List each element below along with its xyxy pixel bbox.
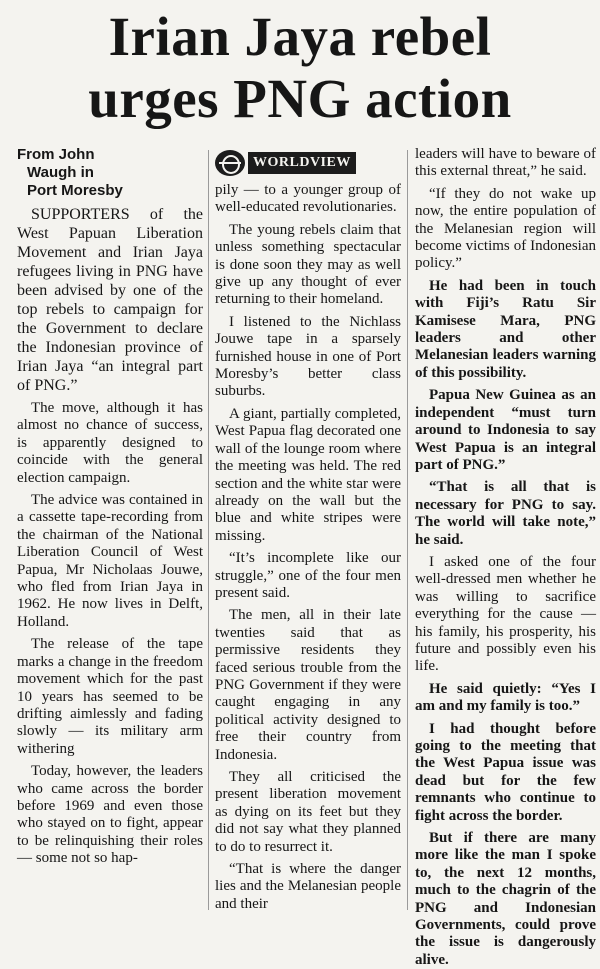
paragraph: The move, although it has almost no chance of success, is apparently designed to coincide with the general election campaign.	[17, 400, 203, 486]
globe-icon	[215, 150, 245, 176]
byline	[17, 146, 203, 200]
paragraph: Papua New Guinea as an independent “must turn around to Indonesia to say West Papua is an integral part of PNG.”	[415, 387, 596, 473]
paragraph: “That is all that is necessary for PNG to say. The world will take note,” he said.	[415, 479, 596, 548]
headline-line-1: Irian Jaya rebel	[108, 6, 492, 67]
byline-line-1: From John	[17, 146, 95, 163]
column-divider	[407, 150, 408, 910]
paragraph: Today, however, the leaders who came across the border before 1969 and even those who stayed on to fight, appear to be relinquishing their roles — some not so hap-	[17, 763, 203, 867]
paragraph: A giant, partially completed, West Papua flag decorated one wall of the lounge room where the meeting was held. The red section and the white star were already on the wall but the blue and white stripes were missing.	[215, 405, 401, 544]
section-label: WORLDVIEW	[248, 152, 356, 173]
article-column-2	[215, 150, 401, 920]
paragraph: But if there are many more like the man I spoke to, the next 12 months, much to the chagrin of the PNG and Indonesian Governments, could prove the issue is dangerously alive.	[415, 830, 596, 968]
column-divider	[208, 150, 209, 910]
paragraph: The advice was contained in a cassette tape-recording from the chairman of the National Liberation Council of West Papua, Mr Nicholaas Jouwe, who fled from Irian Jaya in 1962. He now lives in Delft, Holland.	[17, 492, 203, 630]
paragraph: I listened to the Nichlass Jouwe tape in a sparsely furnished house in one of Port Moresby’s better class suburbs.	[215, 313, 401, 400]
paragraph: I had thought before going to the meeting that the West Papua issue was dead but for the few remnants who continue to fight across the border.	[415, 720, 596, 824]
paragraph: He said quietly: “Yes I am and my family is too.”	[415, 680, 596, 715]
paragraph: “That is where the danger lies and the Melanesian people and their	[215, 861, 401, 912]
paragraph: The release of the tape marks a change in the freedom movement which for the past 10 years has seemed to be drifting aimlessly and fading slowly — its military arm withering	[17, 636, 203, 757]
worldview-section-logo	[215, 150, 401, 176]
paragraph: They all criticised the present liberation movement as dying on its feet but they did not say what they planned to do to resurrect it.	[215, 769, 401, 855]
paragraph: The men, all in their late twenties said that as permissive residents they faced serious trouble from the PNG Government if they were caught engaging in any political activity designed to free their country from Indonesia.	[215, 607, 401, 763]
paragraph: The young rebels claim that unless something spectacular is done soon they may as well give up any thought of ever returning to their homeland.	[215, 221, 401, 308]
paragraph: pily — to a younger group of well-educated revolutionaries.	[215, 182, 401, 216]
paragraph: “If they do not wake up now, the entire population of the Melanesian region will become victims of Indonesian policy.”	[415, 185, 596, 272]
paragraph: He had been in touch with Fiji’s Ratu Sir Kamisese Mara, PNG leaders and other Melanesian leaders warning of this possibility.	[415, 277, 596, 381]
headline	[0, 6, 600, 130]
paragraph: I asked one of the four well-dressed men whether he was willing to sacrifice everything for the cause — his family, his prosperity, his future and possibly even his life.	[415, 553, 596, 675]
lead-paragraph: SUPPORTERS of the West Papuan Liberation Movement and Irian Jaya refugees living in PNG have been advised by one of the top rebels to campaign for the Government to declare the Indonesian province of Irian Jaya “an integral part of PNG.”	[17, 206, 203, 394]
paragraph: leaders will have to beware of this external threat,” he said.	[415, 146, 596, 180]
headline-line-2: urges PNG action	[88, 68, 512, 129]
paragraph: “It’s incomplete like our struggle,” one of the four men present said.	[215, 550, 401, 601]
byline-line-3: Port Moresby	[27, 182, 123, 199]
article-column-1	[17, 146, 203, 916]
byline-line-2: Waugh in	[27, 164, 94, 181]
article-column-3	[415, 146, 596, 968]
